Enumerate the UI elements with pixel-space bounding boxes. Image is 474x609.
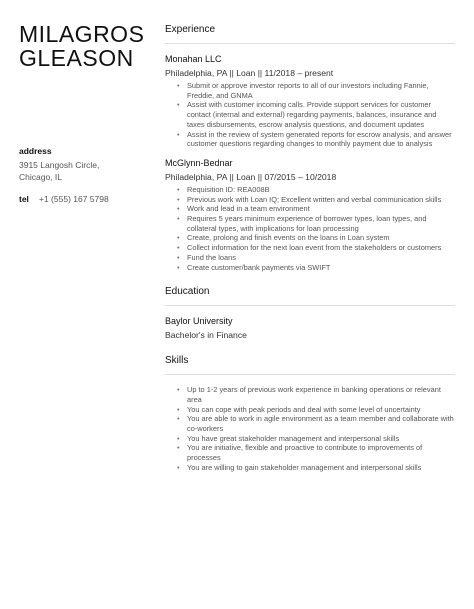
education-section	[165, 286, 455, 341]
address-line-2: Chicago, IL	[19, 172, 62, 182]
list-item: • Assist in the review of system generated reports for escrow analysis, and answer customer questions regarding changes to monthly payment due to analysis	[177, 130, 455, 149]
address-line-1: 3915 Langosh Circle,	[19, 160, 100, 170]
list-item: • Previous work with Loan IQ; Excellent written and verbal communication skills	[177, 195, 455, 205]
tel-label: tel	[19, 194, 29, 204]
tel-value: +1 (555) 167 5798	[39, 194, 109, 204]
main-column	[165, 24, 455, 487]
education-title: Education	[165, 286, 210, 298]
list-item: • Fund the loans	[177, 253, 455, 263]
company-name: Monahan LLC	[165, 54, 222, 64]
job-entry	[165, 54, 455, 149]
section-divider	[165, 305, 455, 306]
list-item: • You can cope with peak periods and deal with some level of uncertainty	[177, 405, 455, 415]
experience-title: Experience	[165, 24, 216, 35]
job-entry	[165, 158, 455, 272]
list-item: • You are initiative, flexible and proactive to contribute to improvements of processes	[177, 443, 455, 462]
section-divider	[165, 374, 455, 375]
list-item: • Assist with customer incoming calls. Provide support services for customer contact (internal and external) regarding payments, balances, insurance and taxes disbursements, escrow analysis questions, and document updates	[177, 100, 455, 129]
experience-section	[165, 24, 455, 272]
list-item: • Requisition ID: REA008B	[177, 185, 455, 195]
list-item: • You have great stakeholder management and interpersonal skills	[177, 434, 455, 444]
address-block	[19, 159, 99, 183]
job-bullets	[165, 185, 455, 272]
skills-title: Skills	[165, 355, 189, 367]
list-item: • Requires 5 years minimum experience of borrower types, loan types, and collateral types, with implications for loan processing	[177, 214, 455, 233]
list-item: • Collect information for the next loan event from the stakeholders or customers	[177, 243, 455, 253]
skills-list	[165, 385, 455, 472]
last-name: GLEASON	[19, 45, 134, 71]
skills-section	[165, 355, 455, 472]
degree: Bachelor's in Finance	[165, 330, 247, 341]
job-details: Philadelphia, PA || Loan || 07/2015 – 10/2018	[165, 171, 337, 182]
company-name: McGlynn-Bednar	[165, 157, 233, 168]
section-divider	[165, 43, 455, 44]
list-item: • You are able to work in agile environment as a team member and collaborate with co-workers	[177, 414, 455, 433]
list-item: • You are willing to gain stakeholder management and interpersonal skills	[177, 463, 455, 473]
list-item: • Work and lead in a team environment	[177, 204, 455, 214]
address-label: address	[19, 146, 52, 156]
candidate-name	[19, 22, 144, 70]
list-item: • Submit or approve investor reports to all of our investors including Fannie, Freddie, and GNMA	[177, 81, 455, 100]
first-name: MILAGROS	[19, 21, 145, 47]
job-bullets	[165, 81, 455, 149]
list-item: • Create, prolong and finish events on the loans in Loan system	[177, 233, 455, 243]
job-details: Philadelphia, PA || Loan || 11/2018 – present	[165, 68, 334, 78]
school-name: Baylor University	[165, 316, 233, 327]
list-item: • Create customer/bank payments via SWIFT	[177, 263, 455, 273]
list-item: • Up to 1-2 years of previous work experience in banking operations or relevant area	[177, 385, 455, 404]
